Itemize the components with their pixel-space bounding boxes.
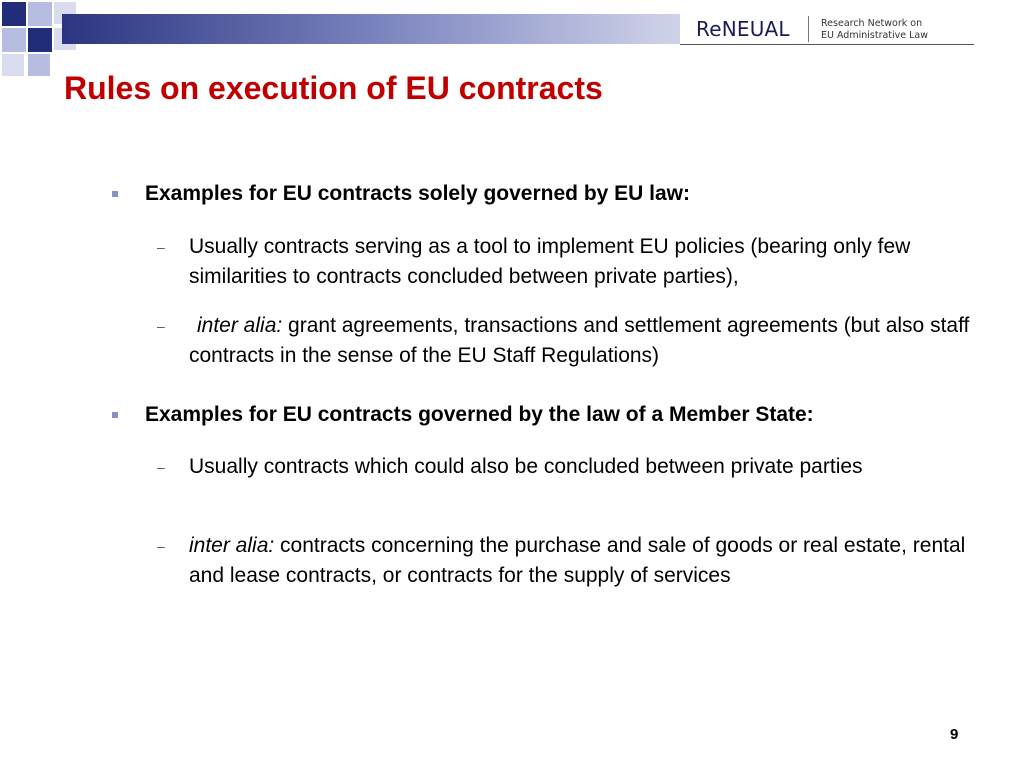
list-item — [157, 311, 989, 371]
list-item-text: Usually contracts serving as a tool to implement EU policies (bearing only few similarities to contracts concluded between private parties), — [189, 235, 911, 288]
dash-bullet-icon: – — [157, 318, 165, 334]
slide-title: Rules on execution of EU contracts — [64, 70, 603, 106]
dash-bullet-icon: – — [157, 459, 165, 475]
list-item-lead: inter alia: — [189, 534, 275, 557]
brand-name: ReNEUAL — [696, 17, 790, 41]
brand-tagline — [821, 18, 928, 42]
list-item-lead: inter alia: — [197, 314, 283, 337]
square-lavender-2 — [2, 28, 26, 52]
dash-bullet-icon: – — [157, 538, 165, 554]
square-bullet-icon — [112, 191, 118, 197]
square-lavender-1 — [28, 2, 52, 26]
brand-separator — [808, 16, 809, 42]
square-bullet-icon — [112, 412, 118, 418]
page-number: 9 — [950, 726, 959, 743]
section-heading-eu-law — [145, 179, 995, 209]
section-heading-text: Examples for EU contracts solely governed by EU law: — [145, 182, 691, 205]
list-item — [157, 531, 989, 591]
section-heading-member-state-law — [145, 400, 995, 430]
list-item-text: grant agreements, transactions and settlement agreements (but also staff contracts in the sense of the EU Staff Regulations) — [189, 314, 970, 367]
brand-tagline-line2: EU Administrative Law — [821, 30, 929, 41]
brand-tagline-line1: Research Network on — [821, 18, 923, 29]
square-lavender-3 — [28, 54, 50, 76]
list-item-text: Usually contracts which could also be concluded between private parties — [189, 455, 863, 478]
dash-bullet-icon: – — [157, 239, 165, 255]
square-navy-1 — [2, 2, 26, 26]
list-item-text: contracts concerning the purchase and sale of goods or real estate, rental and lease contracts, or contracts for the supply of services — [189, 534, 966, 587]
list-item — [157, 232, 989, 292]
square-navy-2 — [28, 28, 52, 52]
brand-underline — [680, 44, 974, 45]
list-item — [157, 452, 989, 482]
square-pale-3 — [2, 54, 24, 76]
section-heading-text: Examples for EU contracts governed by the law of a Member State: — [145, 403, 814, 426]
